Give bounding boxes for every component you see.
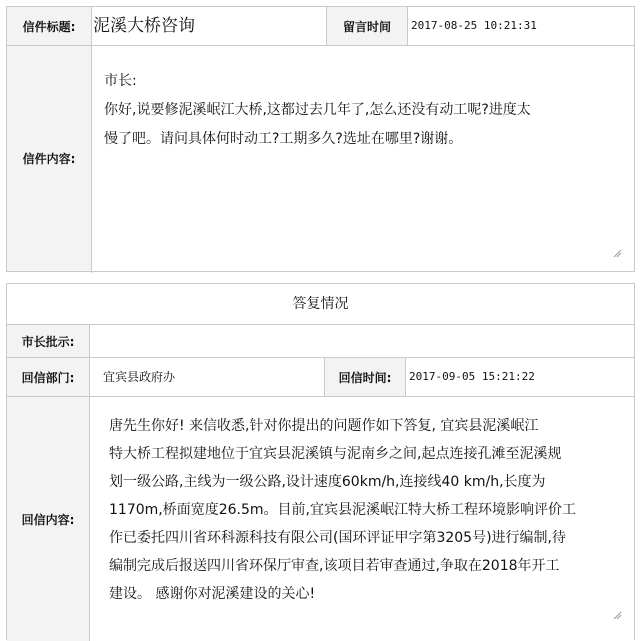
mayor-instruction-value <box>91 325 631 357</box>
letter-content-text <box>104 67 624 257</box>
reply-content-line: 特大桥工程拟建地位于宜宾县泥溪镇与泥南乡之间,起点连接孔滩至泥溪规 <box>109 446 562 462</box>
letter-title-value: 泥溪大桥咨询 <box>93 16 195 36</box>
reply-content-text <box>109 412 629 622</box>
reply-section-title: 答复情况 <box>292 296 349 312</box>
letter-content-line: 慢了吧。请问具体何时动工?工期多久?选址在哪里?谢谢。 <box>104 131 463 147</box>
reply-panel <box>6 283 635 640</box>
letter-time-value: 2017-08-25 10:21:31 <box>411 19 537 32</box>
letter-panel <box>6 6 635 272</box>
letter-content-line: 市长: <box>104 73 137 89</box>
reply-content-label: 回信内容: <box>7 397 89 641</box>
reply-content-line: 建设。 感谢你对泥溪建设的关心! <box>109 586 316 602</box>
reply-content-line: 作已委托四川省环科源科技有限公司(国环评证甲字第3205号)进行编制,待 <box>109 530 567 546</box>
reply-dept-value: 宜宾县政府办 <box>103 370 176 384</box>
reply-content-line: 划一级公路,主线为一级公路,设计速度60km/h,连接线40 km/h,长度为 <box>109 474 546 490</box>
reply-time-label: 回信时间: <box>325 358 405 396</box>
reply-content-line: 唐先生你好! 来信收悉,针对你提出的问题作如下答复, 宜宾县泥溪岷江 <box>109 418 539 434</box>
letter-title-label: 信件标题: <box>7 7 91 45</box>
reply-content-line: 1170m,桥面宽度26.5m。目前,宜宾县泥溪岷江特大桥工程环境影响评价工 <box>109 502 576 518</box>
letter-time-label: 留言时间 <box>327 7 407 45</box>
reply-content-line: 编制完成后报送四川省环保厅审查,该项目若审查通过,争取在2018年开工 <box>109 558 560 574</box>
reply-time-value: 2017-09-05 15:21:22 <box>409 370 535 383</box>
letter-content-label: 信件内容: <box>7 46 91 271</box>
resize-handle-icon[interactable] <box>612 248 622 258</box>
mayor-instruction-label: 市长批示: <box>7 325 89 357</box>
reply-dept-label: 回信部门: <box>7 358 89 396</box>
resize-handle-icon[interactable] <box>612 610 622 620</box>
letter-content-line: 你好,说要修泥溪岷江大桥,这都过去几年了,怎么还没有动工呢?进度太 <box>104 102 531 118</box>
